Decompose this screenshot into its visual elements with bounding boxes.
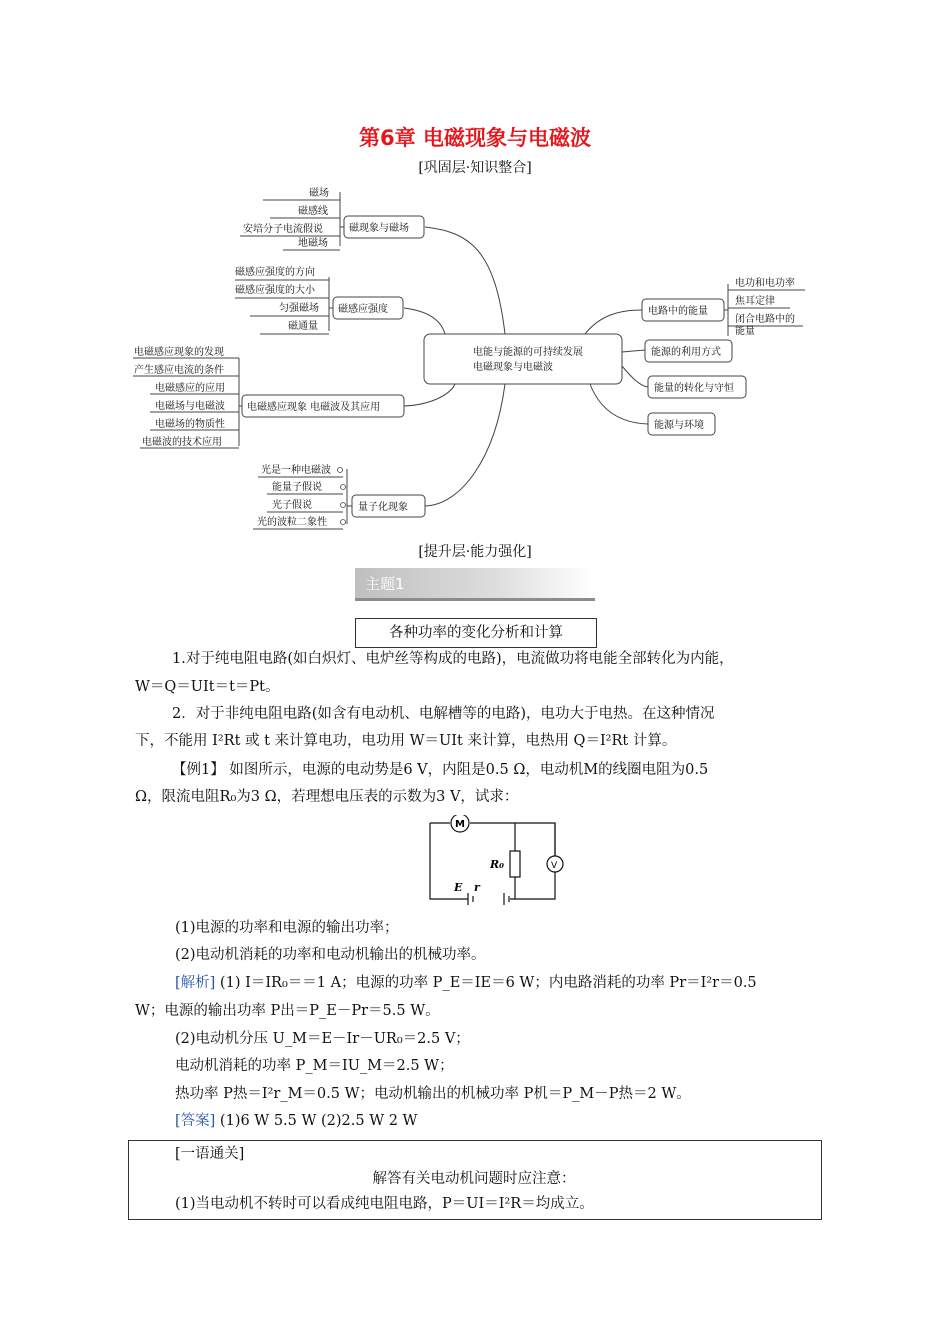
mindmap-left-item: 电磁场的物质性 xyxy=(155,419,225,430)
mindmap-left-item: 电磁感应现象的发现 xyxy=(134,347,224,358)
tip-label: [一语通关] xyxy=(175,1146,245,1162)
circuit-diagram xyxy=(420,815,570,913)
example-label: 【例1】 xyxy=(172,762,225,778)
question-2: (2)电动机消耗的功率和电动机输出的机械功率。 xyxy=(175,947,486,963)
tip-line1: (1)当电动机不转时可以看成纯电阻电路，P＝UI＝I²R＝均成立。 xyxy=(175,1196,594,1212)
paragraph-1-line2: W＝Q＝UIt＝t＝Pt。 xyxy=(135,679,280,695)
example-line2: Ω，限流电阻R₀为3 Ω，若理想电压表的示数为3 V，试求： xyxy=(135,789,519,805)
mindmap-left-label: 电磁感应现象 电磁波及其应用 xyxy=(247,402,381,413)
section-improvement: [提升层·能力强化] xyxy=(418,544,532,560)
mindmap-left-item: 安培分子电流假说 xyxy=(243,224,323,235)
mindmap-left-item: 匀强磁场 xyxy=(279,303,319,314)
answer-label: [答案] xyxy=(175,1113,216,1129)
mindmap-left-item: 磁感应强度的大小 xyxy=(235,285,315,296)
paragraph-1-line1: 1.对于纯电阻电路(如白炽灯、电炉丝等构成的电路)，电流做功将电能全部转化为内能， xyxy=(172,651,734,667)
topic-tab xyxy=(355,568,595,601)
solution-label: [解析] xyxy=(175,975,216,991)
mindmap-right-item: 能量 xyxy=(735,326,755,337)
mindmap-center-line2: 电磁现象与电磁波 xyxy=(473,362,553,373)
mindmap-right-label: 能源的利用方式 xyxy=(651,347,721,358)
solution-text: (1) I＝IR₀＝＝1 A；电源的功率 P_E＝IE＝6 W；内电路消耗的功率 Pr＝I²r＝0.5 xyxy=(215,975,757,991)
knowledge-mindmap xyxy=(0,0,950,545)
mindmap-right-item: 电功和电功率 xyxy=(735,278,795,289)
mindmap-left-label: 磁感应强度 xyxy=(338,304,388,315)
tip-heading: 解答有关电动机问题时应注意： xyxy=(372,1171,576,1187)
topic-header xyxy=(355,568,595,622)
mindmap-right-item: 焦耳定律 xyxy=(735,296,775,307)
mindmap-center-line1: 电能与能源的可持续发展 xyxy=(473,347,583,358)
solution-line5: 热功率 P热＝I²r_M＝0.5 W；电动机输出的机械功率 P机＝P_M－P热＝2 W。 xyxy=(175,1086,691,1102)
topic-tab-label: 主题1 xyxy=(365,575,405,593)
section-consolidation: [巩固层·知识整合] xyxy=(418,160,532,176)
solution-line3: (2)电动机分压 U_M＝E－Ir－UR₀＝2.5 V； xyxy=(175,1031,470,1047)
mindmap-left-item: 磁通量 xyxy=(288,321,318,332)
mindmap-left-item: 能量子假说 xyxy=(272,482,322,493)
mindmap-left-item: 电磁感应的应用 xyxy=(155,383,225,394)
question-1: (1)电源的功率和电源的输出功率； xyxy=(175,920,399,936)
internal-resistance-label: r xyxy=(474,881,480,894)
motor-label: M xyxy=(455,819,465,830)
topic-title: 各种功率的变化分析和计算 xyxy=(355,618,597,648)
mindmap-left-label: 磁现象与磁场 xyxy=(349,223,409,234)
voltmeter-label: V xyxy=(551,861,558,871)
solution-line1 xyxy=(175,969,825,997)
resistor-symbol xyxy=(510,851,520,877)
mindmap-right-label: 能量的转化与守恒 xyxy=(654,383,734,394)
answer-line xyxy=(175,1107,865,1135)
example-text: 如图所示，电源的电动势是6 V，内阻是0.5 Ω，电动机M的线圈电阻为0.5 xyxy=(224,762,709,778)
mindmap-left-item: 电磁波的技术应用 xyxy=(142,437,222,448)
example-line1 xyxy=(135,756,825,784)
chapter-title: 第6章 电磁现象与电磁波 xyxy=(359,126,591,150)
mindmap-center-box xyxy=(424,334,622,384)
mindmap-left-item: 产生感应电流的条件 xyxy=(134,365,224,376)
solution-line2: W；电源的输出功率 P出＝P_E－Pr＝5.5 W。 xyxy=(135,1003,440,1019)
paragraph-2-line2: 下，不能用 I²Rt 或 t 来计算电功，电功用 W＝UIt 来计算，电热用 Q＝I²Rt 计算。 xyxy=(135,733,677,749)
mindmap-left-label: 量子化现象 xyxy=(358,502,408,513)
mindmap-left-item: 电磁场与电磁波 xyxy=(155,401,225,412)
emf-label: E xyxy=(454,881,463,894)
mindmap-left-item: 光的波粒二象性 xyxy=(257,517,327,528)
mindmap-left-item: 光是一种电磁波 xyxy=(261,465,331,476)
mindmap-left-item: 磁感线 xyxy=(298,206,328,217)
mindmap-left-item: 磁场 xyxy=(309,188,329,199)
solution-line4: 电动机消耗的功率 P_M＝IU_M＝2.5 W； xyxy=(175,1058,454,1074)
mindmap-left-item: 磁感应强度的方向 xyxy=(235,267,315,278)
mindmap-right-label: 能源与环境 xyxy=(654,420,704,431)
paragraph-2-line1: 2．对于非纯电阻电路(如含有电动机、电解槽等的电路)，电功大于电热。在这种情况 xyxy=(172,706,715,722)
mindmap-right-item: 闭合电路中的 xyxy=(735,314,795,325)
mindmap-left-item: 光子假说 xyxy=(272,500,312,511)
mindmap-right-label: 电路中的能量 xyxy=(648,306,708,317)
resistor-label: R₀ xyxy=(490,858,504,871)
answer-text: (1)6 W 5.5 W (2)2.5 W 2 W xyxy=(215,1113,418,1129)
mindmap-left-item: 地磁场 xyxy=(298,238,328,249)
